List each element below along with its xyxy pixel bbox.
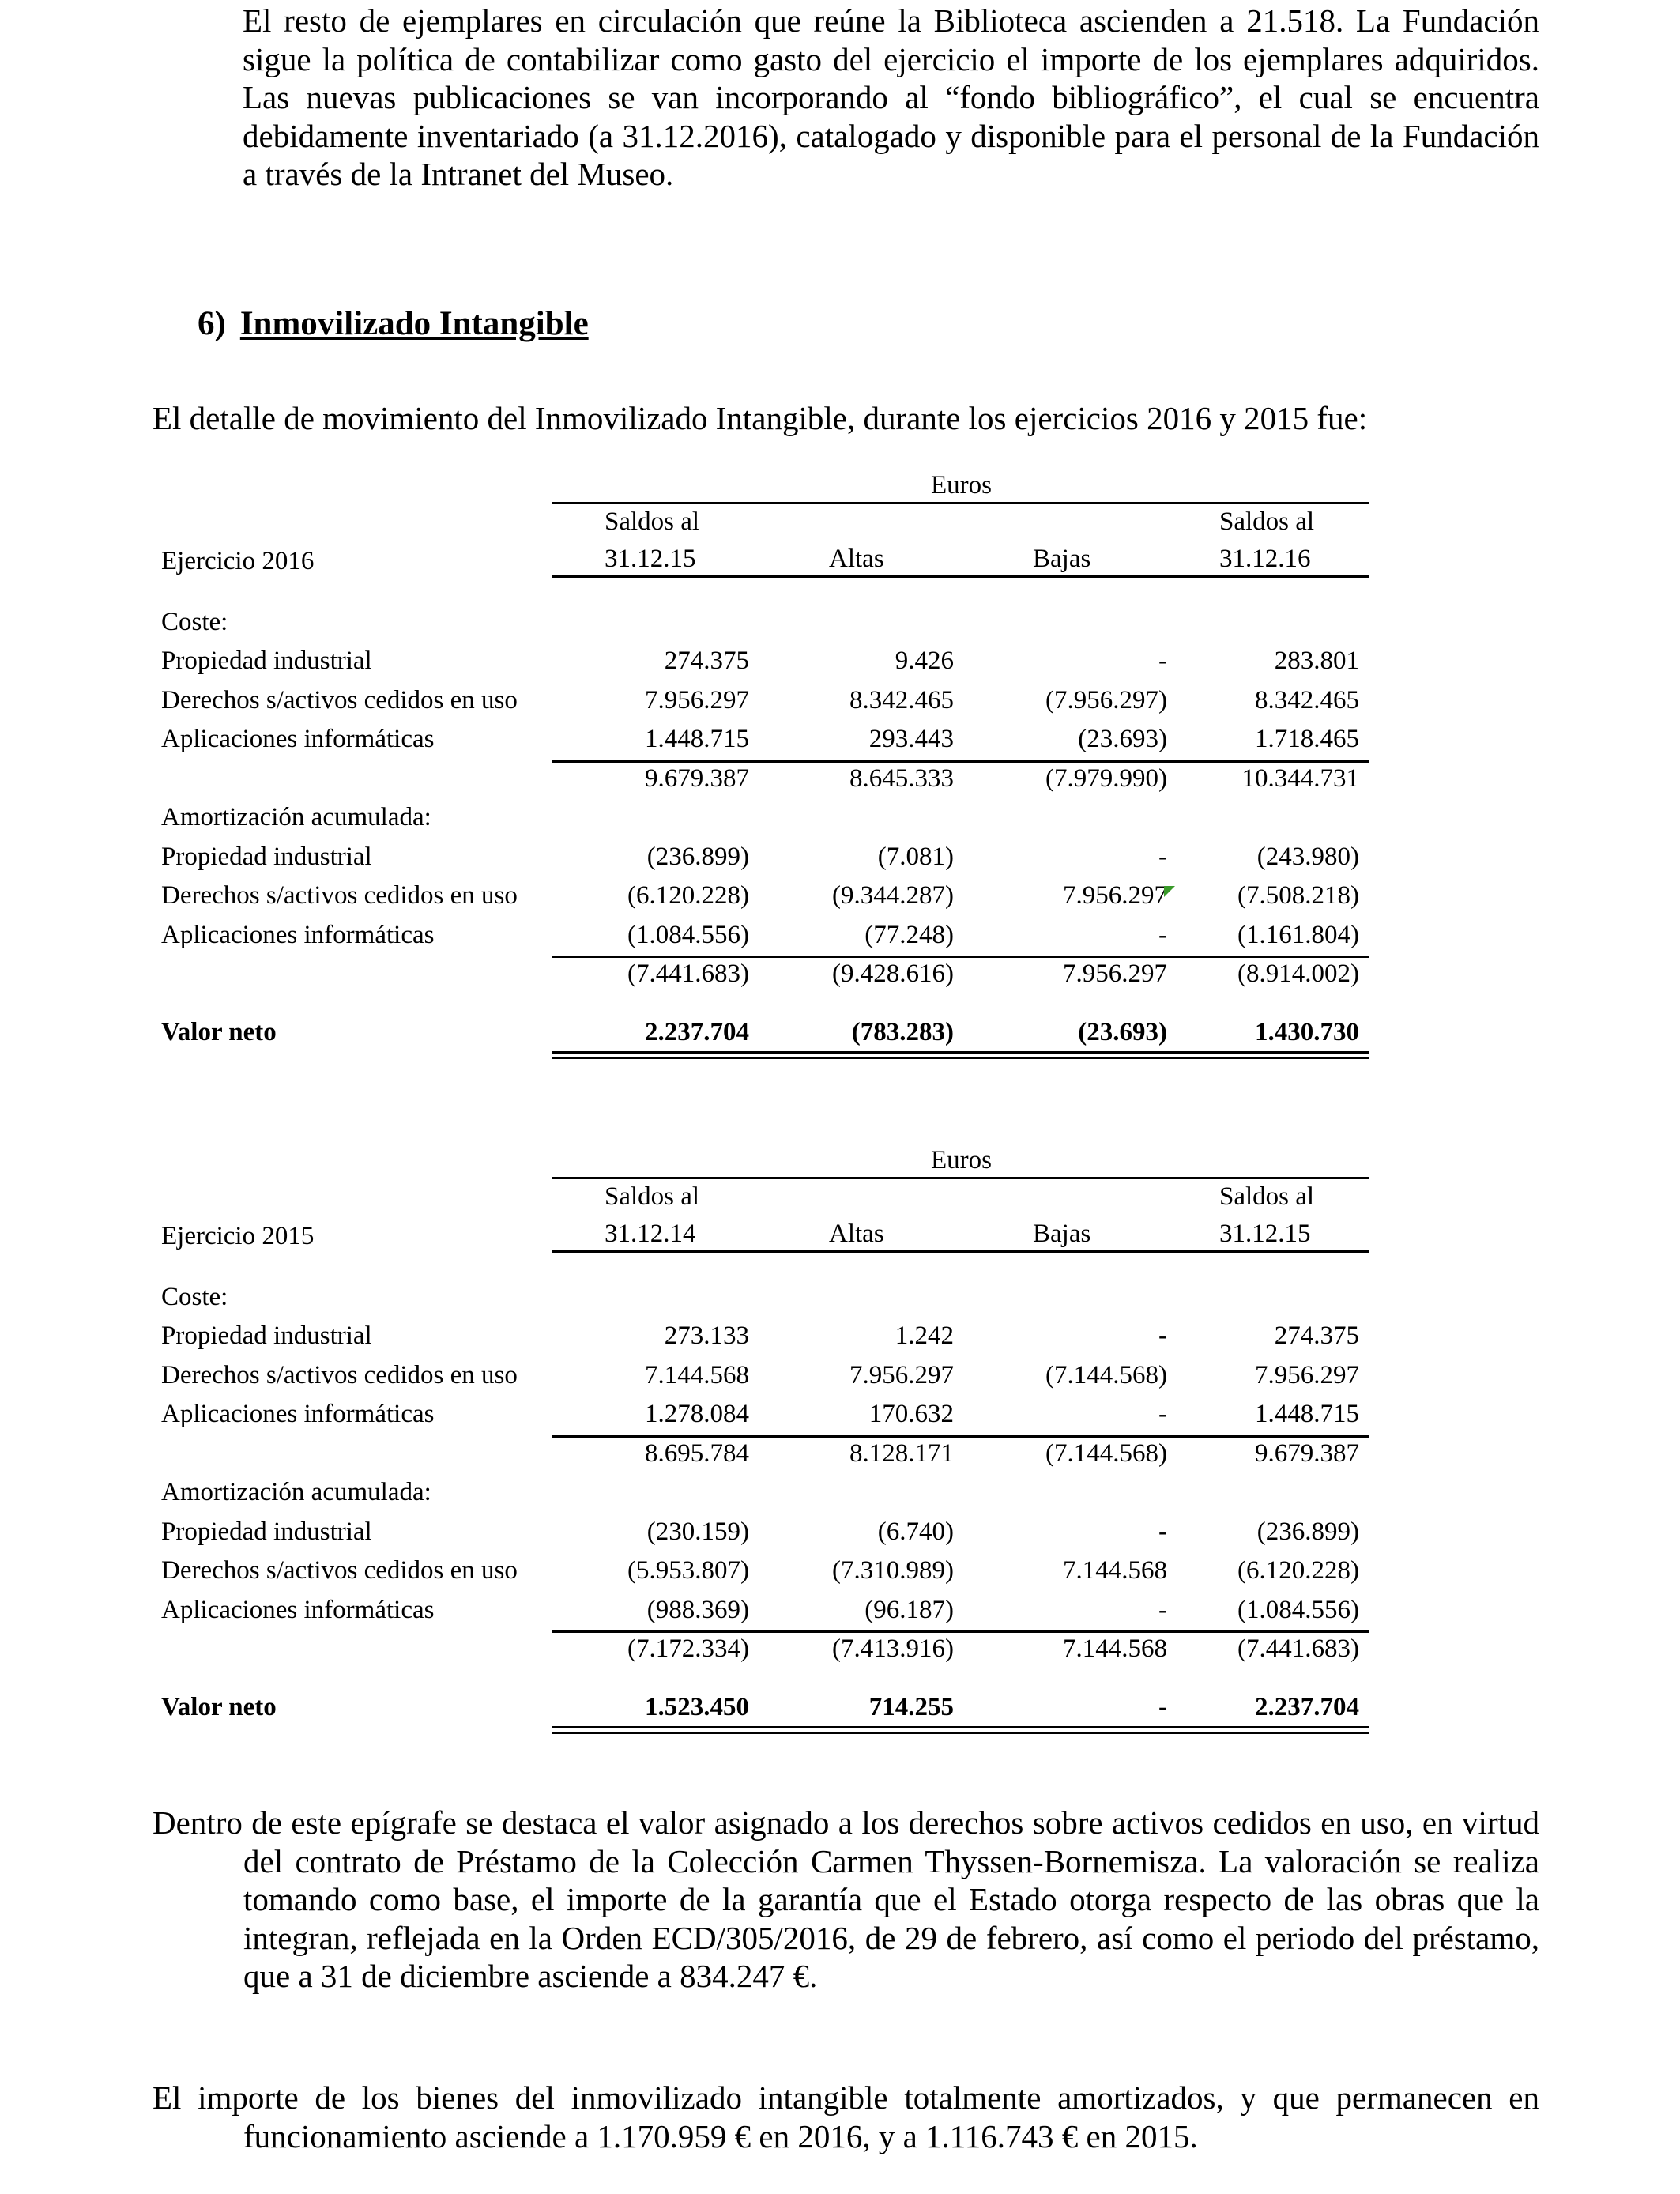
row-value: 1.278.084: [645, 1400, 749, 1428]
header-date-start: 31.12.15: [605, 545, 696, 573]
coste-total-value: 9.679.387: [645, 763, 749, 793]
amortizados-paragraph: El importe de los bienes del inmovilizado intangible totalmente amortizados, y que permanecen en funcionamiento asciende a 1.170.959 € en 2016, y a 1.116.743 € en 2015.: [153, 2079, 1539, 2154]
amort-total-value: (7.441.683): [1237, 1634, 1359, 1663]
row-value: 7.144.568: [1063, 1556, 1167, 1585]
header-date-end: 31.12.15: [1219, 1220, 1311, 1248]
section-heading: [198, 304, 589, 343]
row-label: Derechos s/activos cedidos en uso: [161, 881, 518, 910]
valor-neto-value: 2.237.704: [1255, 1693, 1359, 1721]
row-value: -: [1158, 1321, 1167, 1350]
row-value: 7.956.297: [1063, 881, 1167, 910]
header-saldos-start: Saldos al: [605, 1182, 700, 1211]
amort-total-value: (9.428.616): [832, 959, 954, 988]
row-label: Propiedad industrial: [161, 1517, 372, 1546]
valor-neto-value: 2.237.704: [645, 1018, 749, 1046]
coste-total-value: (7.979.990): [1045, 763, 1167, 793]
currency-label: Euros: [931, 1146, 992, 1174]
row-value: (9.344.287): [832, 881, 954, 910]
header-altas: Altas: [829, 545, 884, 573]
section-number: 6): [198, 305, 226, 342]
row-value: (7.508.218): [1237, 881, 1359, 910]
row-label: Propiedad industrial: [161, 647, 372, 675]
coste-total-value: (7.144.568): [1045, 1438, 1167, 1468]
row-value: (6.120.228): [1237, 1556, 1359, 1585]
header-saldos-start: Saldos al: [605, 507, 700, 536]
row-value: (7.956.297): [1045, 685, 1167, 714]
row-value: -: [1158, 842, 1167, 871]
row-label: Propiedad industrial: [161, 842, 372, 871]
coste-label: Coste:: [161, 1283, 228, 1311]
row-label: Derechos s/activos cedidos en uso: [161, 1360, 518, 1389]
row-value: (7.081): [877, 842, 954, 871]
double-rule-bottom: [552, 1057, 1369, 1059]
amortizacion-label: Amortización acumulada:: [161, 803, 431, 831]
row-value: 1.242: [895, 1321, 954, 1350]
amort-total-value: (7.172.334): [627, 1634, 749, 1663]
row-value: 273.133: [664, 1321, 749, 1350]
row-value: 7.956.297: [645, 685, 749, 714]
row-value: (6.120.228): [627, 881, 749, 910]
row-value: 283.801: [1274, 647, 1359, 675]
row-value: (6.740): [877, 1517, 954, 1546]
row-label: Aplicaciones informáticas: [161, 725, 435, 753]
valor-neto-value: (23.693): [1078, 1018, 1167, 1046]
row-value: 274.375: [664, 647, 749, 675]
row-value: (5.953.807): [627, 1556, 749, 1585]
row-value: 170.632: [868, 1400, 954, 1428]
year-label: Ejercicio 2015: [161, 1222, 315, 1250]
currency-label: Euros: [931, 471, 992, 499]
row-value: (77.248): [864, 920, 954, 949]
amort-total-value: 7.144.568: [1063, 1634, 1167, 1663]
coste-total-value: 8.128.171: [849, 1438, 954, 1468]
section-title: Inmovilizado Intangible: [239, 305, 589, 342]
header-rule-bottom: [552, 575, 1369, 578]
row-label: Derechos s/activos cedidos en uso: [161, 685, 518, 714]
row-value: (23.693): [1078, 725, 1167, 753]
valor-neto-label: Valor neto: [161, 1018, 277, 1046]
row-label: Derechos s/activos cedidos en uso: [161, 1556, 518, 1585]
header-rule-top: [552, 1177, 1369, 1179]
row-label: Aplicaciones informáticas: [161, 1400, 435, 1428]
double-rule-bottom: [552, 1732, 1369, 1734]
header-rule-bottom: [552, 1250, 1369, 1253]
amort-total-value: (7.441.683): [627, 959, 749, 988]
row-label: Aplicaciones informáticas: [161, 920, 435, 949]
row-value: (243.980): [1256, 842, 1359, 871]
row-value: 1.448.715: [645, 725, 749, 753]
row-value: 274.375: [1274, 1321, 1359, 1350]
row-value: -: [1158, 1400, 1167, 1428]
amort-total-value: (7.413.916): [832, 1634, 954, 1663]
row-value: 8.342.465: [1255, 685, 1359, 714]
row-value: 7.956.297: [849, 1360, 954, 1389]
row-label: Propiedad industrial: [161, 1321, 372, 1350]
intro-paragraph: El resto de ejemplares en circulación que reúne la Biblioteca ascienden a 21.518. La Fundación sigue la política de contabilizar como gasto del ejercicio el importe de los ejemplares adquiridos. Las nuevas publicaciones se van incorporando al “fondo bibliográfico”, el cual se encuentra debidamente inventariado (a 31.12.2016), catalogado y disponible para el personal de la Fundación a través de la Intranet del Museo.: [243, 2, 1539, 192]
row-value: (1.084.556): [1237, 1595, 1359, 1624]
row-value: -: [1158, 1595, 1167, 1624]
row-value: -: [1158, 647, 1167, 675]
amortizacion-label: Amortización acumulada:: [161, 1478, 431, 1506]
coste-total-value: 10.344.731: [1241, 763, 1359, 793]
row-value: 1.718.465: [1255, 725, 1359, 753]
row-value: 293.443: [868, 725, 954, 753]
header-saldos-end: Saldos al: [1219, 1182, 1315, 1211]
row-label: Aplicaciones informáticas: [161, 1595, 435, 1624]
row-value: 8.342.465: [849, 685, 954, 714]
row-value: (96.187): [864, 1595, 954, 1624]
row-value: (1.161.804): [1237, 920, 1359, 949]
row-value: -: [1158, 920, 1167, 949]
coste-total-value: 8.645.333: [849, 763, 954, 793]
coste-label: Coste:: [161, 608, 228, 636]
derechos-paragraph: Dentro de este epígrafe se destaca el valor asignado a los derechos sobre activos cedidos en uso, en virtud del contrato de Préstamo de la Colección Carmen Thyssen-Bornemisza. La valoración se realiza tomando como base, el importe de la garantía que el Estado otorga respecto de las obras que la integran, reflejada en la Orden ECD/305/2016, de 29 de febrero, así como el periodo del préstamo, que a 31 de diciembre asciende a 834.247 €.: [153, 1804, 1539, 1994]
row-value: (236.899): [1256, 1517, 1359, 1546]
valor-neto-value: 1.523.450: [645, 1693, 749, 1721]
row-value: (988.369): [646, 1595, 749, 1624]
year-label: Ejercicio 2016: [161, 547, 315, 575]
header-rule-top: [552, 502, 1369, 504]
row-value: (1.084.556): [627, 920, 749, 949]
valor-neto-label: Valor neto: [161, 1693, 277, 1721]
row-value: (7.144.568): [1045, 1360, 1167, 1389]
coste-total-value: 9.679.387: [1255, 1438, 1359, 1468]
amort-total-value: (8.914.002): [1237, 959, 1359, 988]
header-date-start: 31.12.14: [605, 1220, 696, 1248]
header-date-end: 31.12.16: [1219, 545, 1311, 573]
row-value: 7.956.297: [1255, 1360, 1359, 1389]
cell-comment-marker: [1164, 886, 1175, 897]
valor-neto-value: 714.255: [868, 1693, 954, 1721]
valor-neto-value: -: [1158, 1693, 1167, 1721]
row-value: (7.310.989): [832, 1556, 954, 1585]
valor-neto-value: 1.430.730: [1255, 1018, 1359, 1046]
header-bajas: Bajas: [1033, 1220, 1091, 1248]
table-intro-sentence: El detalle de movimiento del Inmovilizado Intangible, durante los ejercicios 2016 y 2015 fue:: [153, 400, 1368, 436]
row-value: (230.159): [646, 1517, 749, 1546]
valor-neto-value: (783.283): [851, 1018, 954, 1046]
amort-total-value: 7.956.297: [1063, 959, 1167, 988]
row-value: 1.448.715: [1255, 1400, 1359, 1428]
row-value: -: [1158, 1517, 1167, 1546]
row-value: (236.899): [646, 842, 749, 871]
coste-total-value: 8.695.784: [645, 1438, 749, 1468]
row-value: 9.426: [895, 647, 954, 675]
double-rule-top: [552, 1051, 1369, 1054]
double-rule-top: [552, 1726, 1369, 1728]
row-value: 7.144.568: [645, 1360, 749, 1389]
header-bajas: Bajas: [1033, 545, 1091, 573]
header-saldos-end: Saldos al: [1219, 507, 1315, 536]
header-altas: Altas: [829, 1220, 884, 1248]
